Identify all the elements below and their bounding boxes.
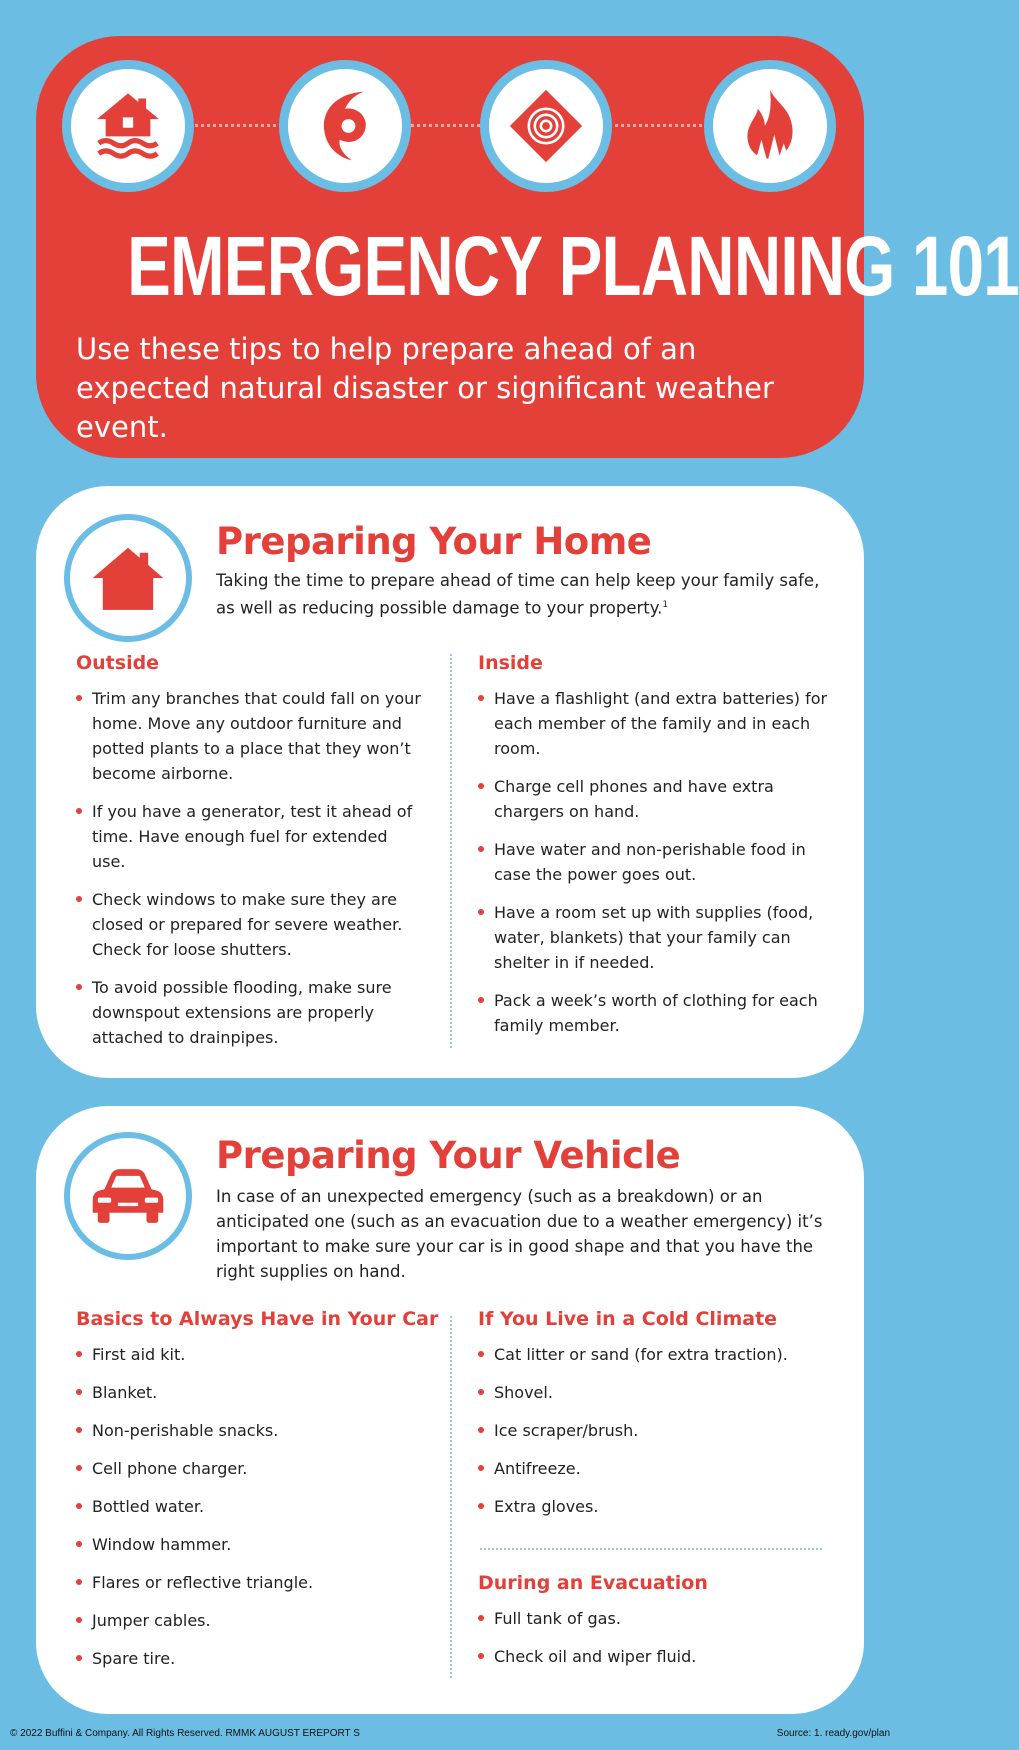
column-divider	[450, 1316, 452, 1678]
wildfire-icon	[704, 60, 836, 192]
list-item: Charge cell phones and have extra chargers on hand.	[478, 774, 828, 824]
basics-heading: Basics to Always Have in Your Car	[76, 1308, 439, 1330]
vehicle-evacuation-column	[478, 1572, 838, 1682]
list-item: Shovel.	[478, 1380, 838, 1405]
footer-copyright: © 2022 Buffini & Company. All Rights Reserved. RMMK AUGUST EREPORT S	[10, 1728, 360, 1739]
list-item: Non-perishable snacks.	[76, 1418, 436, 1443]
home-intro-text: Taking the time to prepare ahead of time can help keep your family safe, as well as reducing possible damage to your property.	[216, 571, 820, 618]
vehicle-section-intro: In case of an unexpected emergency (such as a breakdown) or an anticipated one (such as an evacuation due to a weather emergency) it’s important to make sure your car is in good shape and that you have the right supplies on hand.	[216, 1187, 823, 1281]
list-item: Cat litter or sand (for extra traction).	[478, 1342, 838, 1367]
inside-list	[478, 686, 828, 1038]
earthquake-icon	[480, 60, 612, 192]
cold-climate-heading: If You Live in a Cold Climate	[478, 1308, 778, 1330]
list-item: Flares or reflective triangle.	[76, 1570, 436, 1595]
page-subtitle: Use these tips to help prepare ahead of an expected natural disaster or significant weather event.	[76, 332, 774, 444]
cold-climate-list	[478, 1342, 838, 1519]
list-item: Extra gloves.	[478, 1494, 838, 1519]
list-item: First aid kit.	[76, 1342, 436, 1367]
list-item: Cell phone charger.	[76, 1456, 436, 1481]
outside-list	[76, 686, 426, 1050]
home-section	[36, 486, 864, 1078]
section-divider	[480, 1548, 822, 1550]
list-item: Full tank of gas.	[478, 1606, 838, 1631]
vehicle-basics-column	[76, 1308, 439, 1684]
list-item: Check oil and wiper fluid.	[478, 1644, 838, 1669]
dotted-connector	[122, 124, 776, 127]
house-icon	[64, 514, 192, 642]
home-section-title: Preparing Your Home	[216, 520, 652, 563]
list-item: Window hammer.	[76, 1532, 436, 1557]
list-item: Trim any branches that could fall on your home. Move any outdoor furniture and potted plants to a place that they won’t become airborne.	[76, 686, 426, 786]
page-title: EMERGENCY PLANNING 101	[127, 219, 1019, 313]
evacuation-heading: During an Evacuation	[478, 1572, 708, 1594]
list-item: Check windows to make sure they are closed or prepared for severe weather. Check for loose shutters.	[76, 887, 426, 962]
footer-source: Source: 1. ready.gov/plan	[776, 1728, 890, 1739]
list-item: Blanket.	[76, 1380, 436, 1405]
column-divider	[450, 654, 452, 1048]
list-item: Have a flashlight (and extra batteries) for each member of the family and in each room.	[478, 686, 828, 761]
list-item: Pack a week’s worth of clothing for each family member.	[478, 988, 828, 1038]
car-icon	[64, 1132, 192, 1260]
list-item: Ice scraper/brush.	[478, 1418, 838, 1443]
vehicle-section	[36, 1106, 864, 1714]
flood-house-icon	[62, 60, 194, 192]
home-outside-column	[76, 652, 426, 1063]
list-item: Have water and non-perishable food in case the power goes out.	[478, 837, 828, 887]
evacuation-list	[478, 1606, 838, 1669]
inside-heading: Inside	[478, 652, 543, 674]
home-section-intro	[216, 568, 826, 621]
vehicle-cold-column	[478, 1308, 838, 1532]
list-item: Have a room set up with supplies (food, water, blankets) that your family can shelter in if needed.	[478, 900, 828, 975]
list-item: Spare tire.	[76, 1646, 436, 1671]
list-item: Jumper cables.	[76, 1608, 436, 1633]
list-item: To avoid possible flooding, make sure downspout extensions are properly attached to drainpipes.	[76, 975, 426, 1050]
hazard-icon-row	[62, 60, 836, 192]
list-item: Bottled water.	[76, 1494, 436, 1519]
vehicle-section-title: Preparing Your Vehicle	[216, 1134, 681, 1177]
basics-list	[76, 1342, 436, 1671]
home-inside-column	[478, 652, 828, 1051]
hurricane-icon	[279, 60, 411, 192]
outside-heading: Outside	[76, 652, 160, 674]
list-item: If you have a generator, test it ahead of time. Have enough fuel for extended use.	[76, 799, 426, 874]
home-intro-footnote: 1	[662, 600, 669, 610]
list-item: Antifreeze.	[478, 1456, 838, 1481]
